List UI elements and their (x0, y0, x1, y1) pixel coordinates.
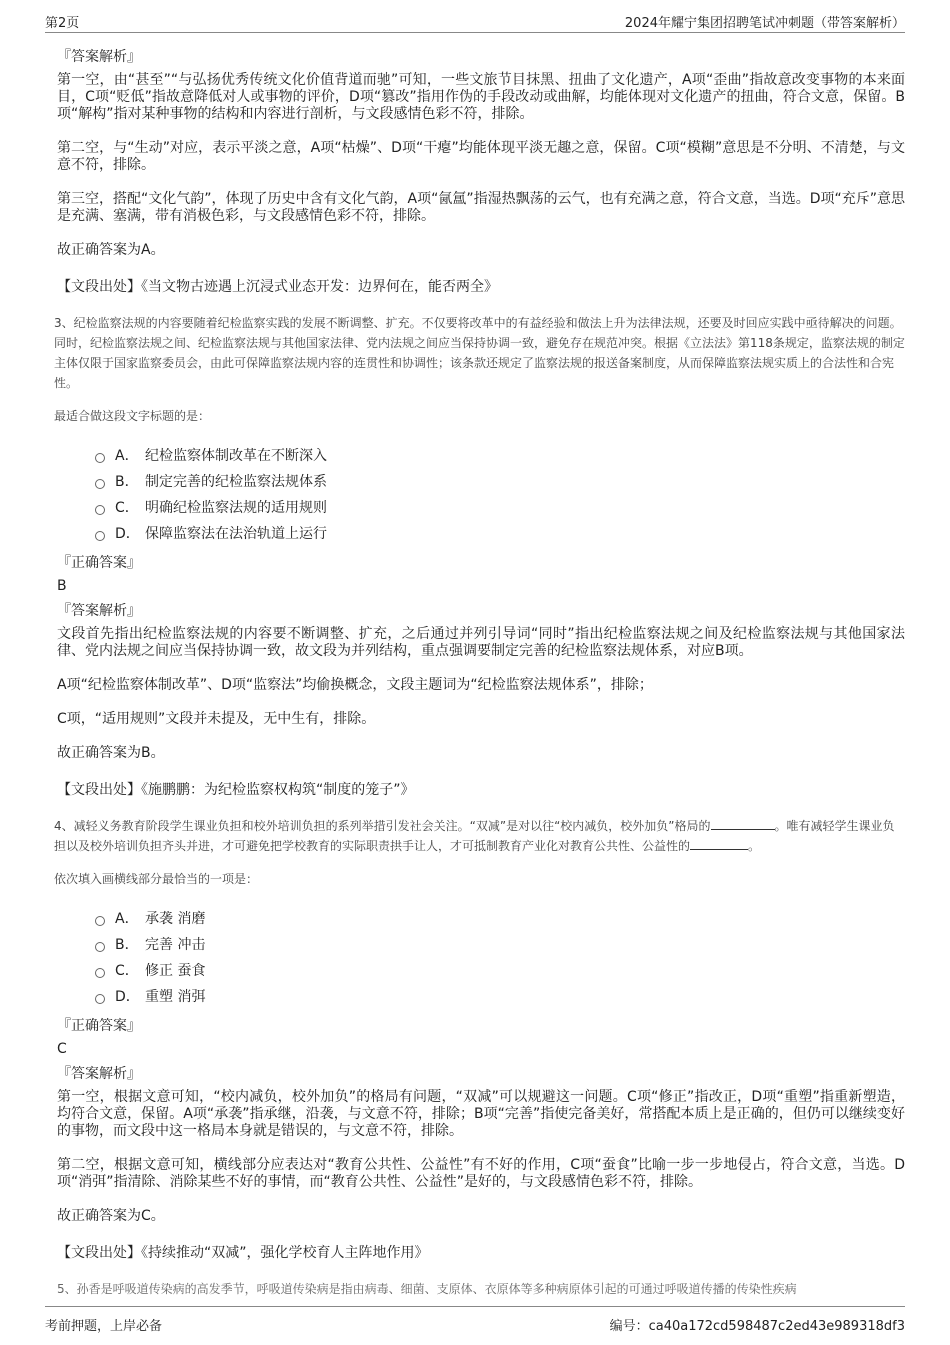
option-a[interactable]: A． 纪检监察体制改革在不断深入 (95, 442, 905, 468)
analysis-paragraph: 第一空，根据文意可知，“校内减负，校外加负”的格局有问题，“双减”可以规避这一问题。C项“修正”指改正，D项“重塑”指重新塑造，均符合文意，保留。A项“承袭”指承继，沿袭，与文意不符，排除；B项“完善”指使完备美好，常搭配本质上是正确的，但仍可以继续变好的事物，而文段中这一格局本身就是错误的，与文意不符，排除。 (57, 1089, 905, 1139)
question-4-text: 4、减轻义务教育阶段学生课业负担和校外培训负担的系列举措引发社会关注。“双减”是对以往“校内减负，校外加负”格局的 。唯有减轻学生课业负担以及校外培训负担齐头并进，才可避免把学校教育的实际职责拱手让人，才可抵制教育产业化对教育公共性、公益性的 。 (54, 819, 895, 853)
page-footer (45, 1306, 905, 1337)
analysis-conclusion: 故正确答案为B。 (57, 745, 165, 761)
radio-icon[interactable] (95, 994, 105, 1004)
radio-icon[interactable] (95, 505, 105, 515)
analysis-paragraph: 第二空，根据文意可知，横线部分应表达对“教育公共性、公益性”有不好的作用，C项“蚕食”比喻一步一步地侵占，符合文意，当选。D项“消弭”指清除、消除某些不好的事情，而“教育公共性、公益性”是好的，与文段感情色彩不符，排除。 (57, 1157, 905, 1190)
radio-icon[interactable] (95, 479, 105, 489)
radio-icon[interactable] (95, 453, 105, 463)
question-3-text: 3、纪检监察法规的内容要随着纪检监察实践的发展不断调整、扩充。不仅要将改革中的有益经验和做法上升为法律法规，还要及时回应实践中亟待解决的问题。同时，纪检监察法规之间、纪检监察法规与其他国家法律、党内法规之间应当保持协调一致，避免存在规范冲突。根据《立法法》第118条规定，监察法规的制定主体仅限于国家监察委员会，由此可保障监察法规内容的连贯性和协调性；该条款还规定了监察法规的报送备案制度，从而保障监察法规实质上的合法性和合宪性。 (54, 316, 905, 390)
analysis-label: 『答案解析』 (57, 603, 141, 619)
correct-answer-value: C (57, 1041, 67, 1057)
option-c[interactable]: C． 修正 蚕食 (95, 957, 905, 983)
option-b[interactable]: B． 完善 冲击 (95, 931, 905, 957)
analysis-label: 『答案解析』 (57, 49, 141, 65)
question-5-cut-text: 5、孙香是呼吸道传染病的高发季节，呼吸道传染病是指由病毒、细菌、支原体、衣原体等多种病原体引起的可通过呼吸道传播的传染性疾病 (57, 1282, 797, 1296)
analysis-paragraph: 第二空，与“生动”对应，表示平淡之意，A项“枯燥”、D项“干瘪”均能体现平淡无趣之意，保留。C项“模糊”意思是不分明、不清楚，与文意不符，排除。 (57, 140, 905, 173)
radio-icon[interactable] (95, 531, 105, 541)
analysis-label: 『答案解析』 (57, 1066, 141, 1082)
document-code: 编号：ca40a172cd598487c2ed43e989318df3 (609, 1319, 905, 1334)
option-c[interactable]: C． 明确纪检监察法规的适用规则 (95, 494, 905, 520)
fill-blank (690, 837, 748, 850)
correct-answer-value: B (57, 578, 67, 594)
analysis-paragraph: 第一空，由“甚至”“与弘扬优秀传统文化价值背道而驰”可知，一些文旅节目抹黑、扭曲了文化遗产，A项“歪曲”指故意改变事物的本来面目，C项“贬低”指故意降低对人或事物的评价，D项“篡改”指用作伪的手段改动或曲解，均能体现对文化遗产的扭曲，符合文意，保留。B项“解构”指对某种事物的结构和内容进行剖析，与文段感情色彩不符，排除。 (57, 72, 905, 122)
option-a[interactable]: A． 承袭 消磨 (95, 905, 905, 931)
page-number: 第2页 (45, 16, 80, 31)
analysis-conclusion: 故正确答案为A。 (57, 242, 165, 258)
analysis-paragraph: 文段首先指出纪检监察法规的内容要不断调整、扩充，之后通过并列引导词“同时”指出纪检监察法规之间及纪检监察法规与其他国家法律、党内法规之间应当保持协调一致，故文段为并列结构，重点强调要制定完善的纪检监察法规体系，对应B项。 (57, 626, 905, 659)
option-d[interactable]: D． 保障监察法在法治轨道上运行 (95, 520, 905, 546)
option-d[interactable]: D． 重塑 消弭 (95, 983, 905, 1009)
radio-icon[interactable] (95, 942, 105, 952)
footer-slogan: 考前押题，上岸必备 (45, 1319, 163, 1334)
correct-answer-label: 『正确答案』 (57, 555, 141, 571)
page-content (54, 40, 905, 1300)
option-b[interactable]: B． 制定完善的纪检监察法规体系 (95, 468, 905, 494)
source-citation: 【文段出处】《持续推动“双减”，强化学校育人主阵地作用》 (57, 1245, 429, 1261)
analysis-paragraph: A项“纪检监察体制改革”、D项“监察法”均偷换概念，文段主题词为“纪检监察法规体系”，排除； (57, 677, 653, 693)
source-citation: 【文段出处】《当文物古迹遇上沉浸式业态开发：边界何在，能否两全》 (57, 279, 498, 295)
radio-icon[interactable] (95, 916, 105, 926)
question-3-options (95, 442, 905, 546)
fill-blank (711, 817, 775, 830)
analysis-conclusion: 故正确答案为C。 (57, 1208, 165, 1224)
source-citation: 【文段出处】《施鹏鹏：为纪检监察权构筑“制度的笼子”》 (57, 782, 415, 798)
correct-answer-label: 『正确答案』 (57, 1018, 141, 1034)
document-title: 2024年耀宁集团招聘笔试冲刺题（带答案解析） (624, 16, 905, 31)
radio-icon[interactable] (95, 968, 105, 978)
analysis-paragraph: 第三空，搭配“文化气韵”，体现了历史中含有文化气韵，A项“氤氲”指湿热飘荡的云气，也有充满之意，符合文意，当选。D项“充斥”意思是充满、塞满，带有消极色彩，与文段感情色彩不符，排除。 (57, 191, 905, 224)
analysis-paragraph: C项，“适用规则”文段并未提及，无中生有，排除。 (57, 711, 376, 727)
question-3-prompt: 最适合做这段文字标题的是： (54, 409, 211, 423)
question-4-options (95, 905, 905, 1009)
question-4-prompt: 依次填入画横线部分最恰当的一项是： (54, 872, 259, 886)
page-header (45, 10, 905, 33)
